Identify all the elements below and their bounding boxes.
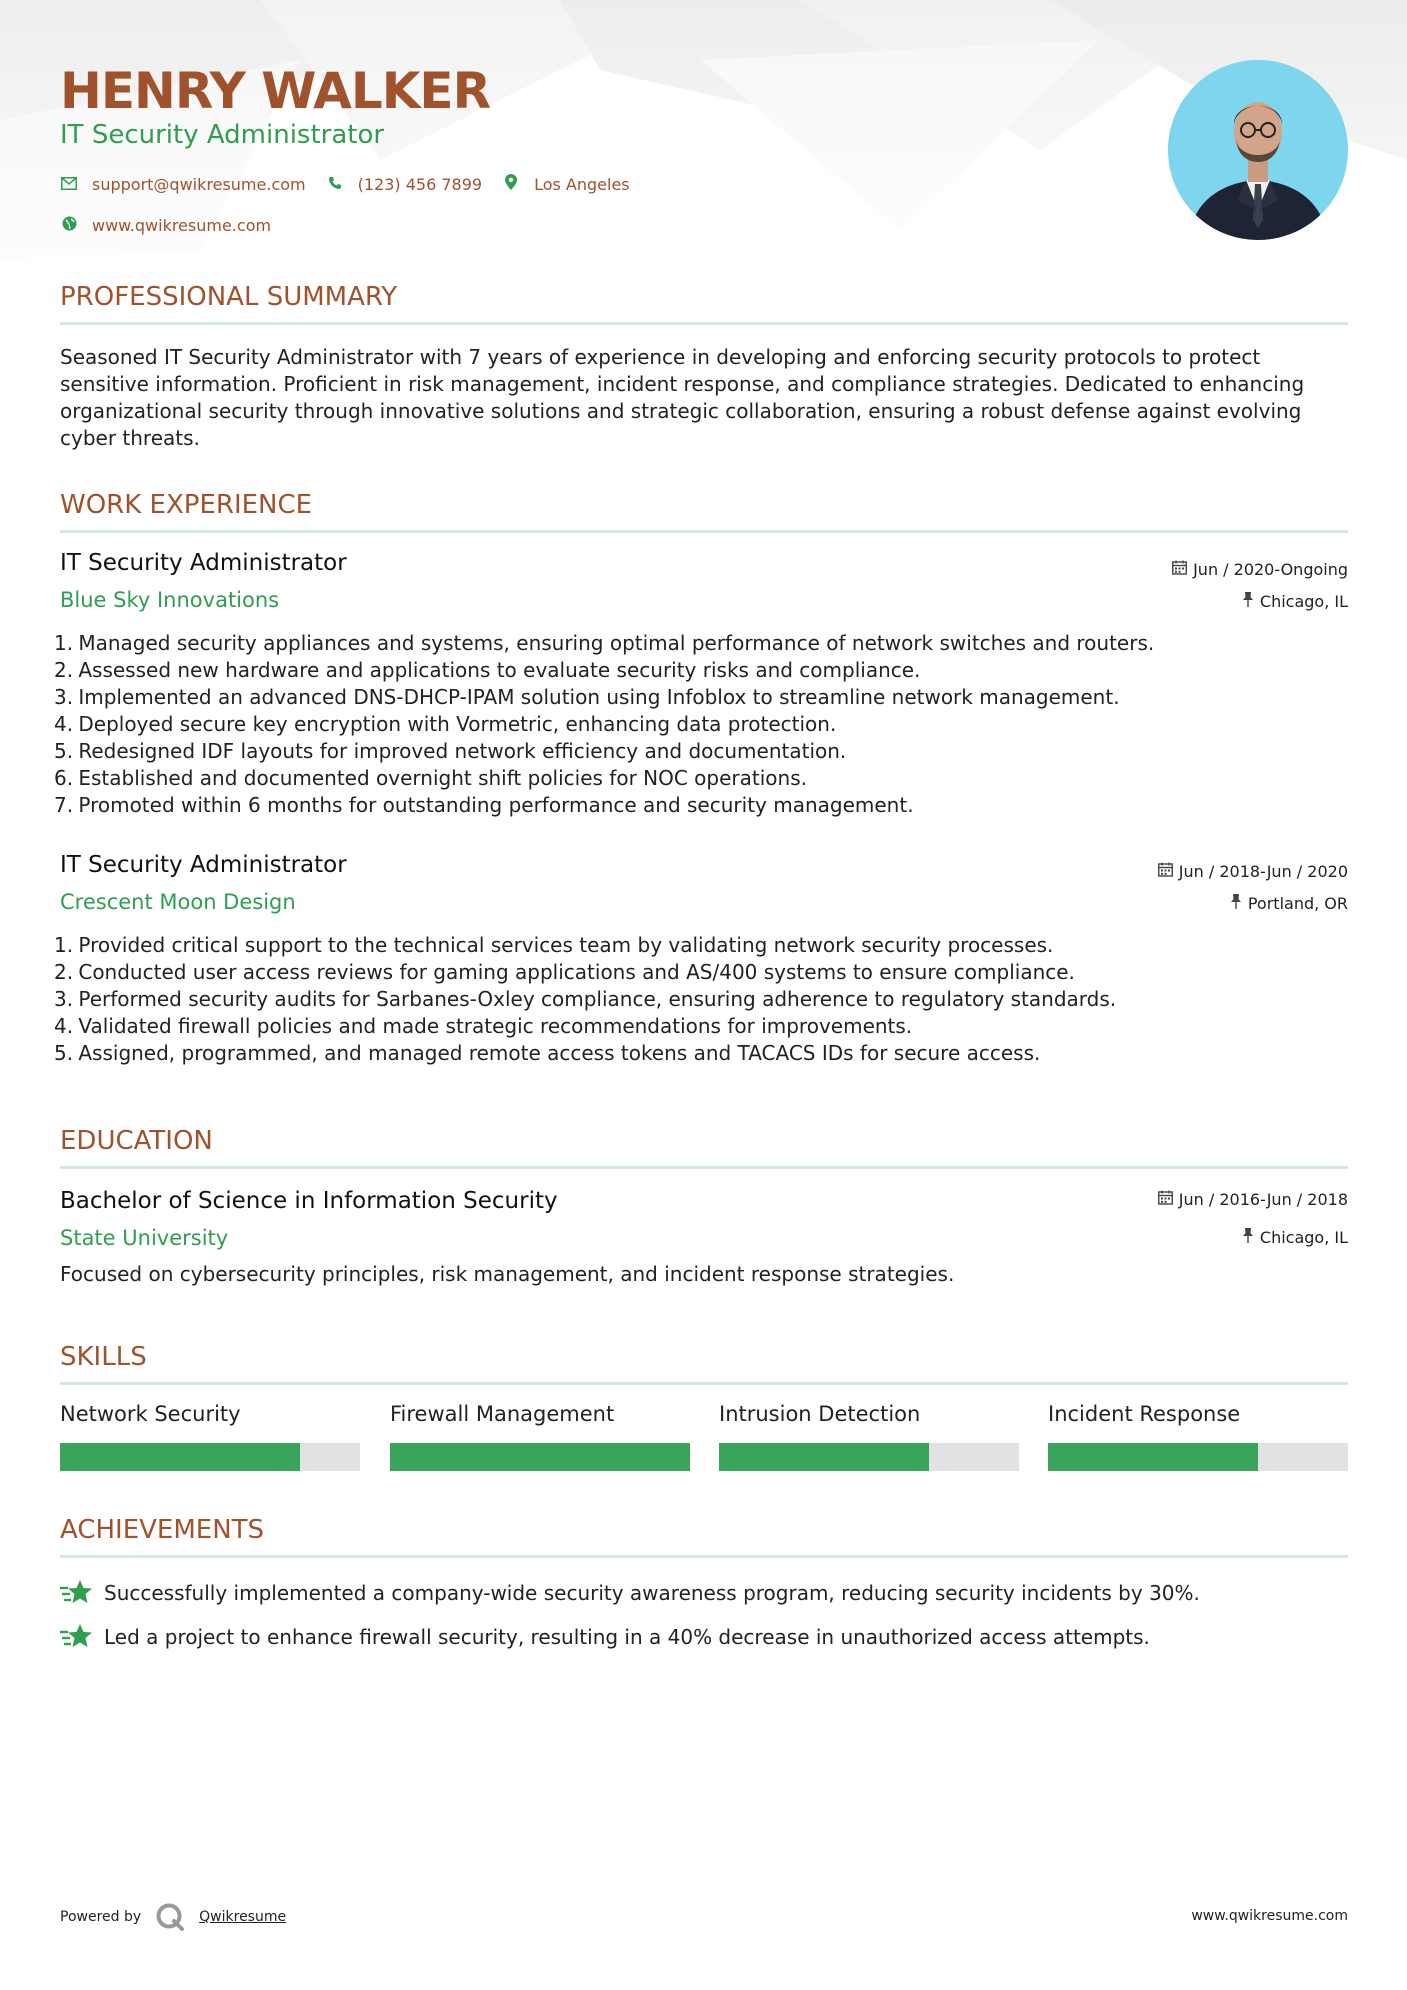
map-pin-icon bbox=[502, 174, 520, 194]
job-title: IT Security Administrator bbox=[60, 852, 347, 878]
job-dates bbox=[1172, 560, 1348, 579]
calendar-icon bbox=[1158, 1190, 1173, 1209]
calendar-icon bbox=[1158, 862, 1173, 881]
degree-title: Bachelor of Science in Information Security bbox=[60, 1188, 558, 1214]
achievement-text: Successfully implemented a company-wide security awareness program, reducing security incidents by 30%. bbox=[104, 1581, 1200, 1605]
website-link[interactable]: www.qwikresume.com bbox=[92, 216, 272, 235]
achievement-item bbox=[60, 1578, 1200, 1608]
job-title: IT Security Administrator bbox=[60, 550, 347, 576]
achievement-item bbox=[60, 1622, 1150, 1652]
skill-bar-track bbox=[390, 1443, 690, 1471]
job-location bbox=[1242, 592, 1348, 611]
school-name: State University bbox=[60, 1226, 229, 1250]
experience-heading: WORK EXPERIENCE bbox=[60, 490, 313, 520]
email-link[interactable]: support@qwikresume.com bbox=[92, 174, 306, 194]
qwikresume-brand-link[interactable]: Qwikresume bbox=[199, 1909, 287, 1925]
skills-heading: SKILLS bbox=[60, 1342, 147, 1372]
pushpin-icon bbox=[1242, 592, 1254, 611]
skill-bar-track bbox=[60, 1443, 360, 1471]
education-dates-text: Jun / 2016-Jun / 2018 bbox=[1178, 1190, 1348, 1209]
profile-photo bbox=[1168, 60, 1348, 240]
achievements-divider bbox=[60, 1555, 1348, 1558]
list-item: 4. Validated firewall policies and made strategic recommendations for improvements. bbox=[54, 1014, 913, 1038]
skill-item bbox=[719, 1402, 1019, 1426]
star-icon bbox=[60, 1578, 94, 1608]
skill-label: Incident Response bbox=[1048, 1402, 1241, 1426]
education-dates bbox=[1158, 1190, 1348, 1209]
skill-bar-fill bbox=[60, 1443, 300, 1471]
powered-by-text: Powered by bbox=[60, 1909, 142, 1925]
skill-item bbox=[390, 1402, 690, 1426]
list-item: 6. Established and documented overnight shift policies for NOC operations. bbox=[54, 766, 807, 790]
summary-heading: PROFESSIONAL SUMMARY bbox=[60, 282, 398, 312]
list-item: 3. Performed security audits for Sarbanes-Oxley compliance, ensuring adherence to regulatory standards. bbox=[54, 987, 1117, 1011]
contact-row-primary bbox=[60, 174, 650, 194]
skills-divider bbox=[60, 1382, 1348, 1385]
job-location-text: Chicago, IL bbox=[1259, 592, 1348, 611]
education-heading: EDUCATION bbox=[60, 1126, 213, 1156]
job-location bbox=[1230, 894, 1348, 913]
summary-divider bbox=[60, 322, 1348, 325]
skill-item bbox=[1048, 1402, 1348, 1426]
skill-bar-fill bbox=[1048, 1443, 1258, 1471]
job-location-text: Portland, OR bbox=[1247, 894, 1348, 913]
education-location-text: Chicago, IL bbox=[1259, 1228, 1348, 1247]
summary-text: Seasoned IT Security Administrator with 7 years of experience in developing and enforcing security protocols to protect sensitive information. Proficient in risk management, incident response, and compliance strategies. Dedicated to enhancing organizational security through innovative solutions and strategic collaboration, ensuring a robust defense against evolving cyber threats. bbox=[60, 345, 1305, 450]
list-item: 3. Implemented an advanced DNS-DHCP-IPAM solution using Infoblox to streamline network management. bbox=[54, 685, 1120, 709]
contact-row-secondary bbox=[60, 216, 291, 235]
education-divider bbox=[60, 1166, 1348, 1169]
skill-bar-track bbox=[719, 1443, 1019, 1471]
star-icon bbox=[60, 1622, 94, 1652]
achievements-heading: ACHIEVEMENTS bbox=[60, 1515, 265, 1545]
qwikresume-logo-icon bbox=[155, 1902, 185, 1932]
list-item: 1. Managed security appliances and systems, ensuring optimal performance of network switches and routers. bbox=[54, 631, 1155, 655]
job-dates-text: Jun / 2018-Jun / 2020 bbox=[1178, 862, 1348, 881]
achievement-text: Led a project to enhance firewall security, resulting in a 40% decrease in unauthorized access attempts. bbox=[104, 1625, 1150, 1649]
candidate-name: HENRY WALKER bbox=[60, 62, 491, 120]
calendar-icon bbox=[1172, 560, 1187, 579]
footer-website-link[interactable]: www.qwikresume.com bbox=[1191, 1908, 1348, 1924]
list-item: 1. Provided critical support to the technical services team by validating network security processes. bbox=[54, 933, 1054, 957]
skill-label: Intrusion Detection bbox=[719, 1402, 921, 1426]
candidate-role: IT Security Administrator bbox=[60, 120, 385, 150]
skill-bar-fill bbox=[719, 1443, 929, 1471]
list-item: 4. Deployed secure key encryption with Vormetric, enhancing data protection. bbox=[54, 712, 837, 736]
list-item: 7. Promoted within 6 months for outstanding performance and security management. bbox=[54, 793, 914, 817]
skill-label: Firewall Management bbox=[390, 1402, 615, 1426]
skill-bar-fill bbox=[390, 1443, 690, 1471]
list-item: 2. Assessed new hardware and applications to evaluate security risks and compliance. bbox=[54, 658, 921, 682]
phone-number: (123) 456 7899 bbox=[357, 174, 483, 194]
education-location bbox=[1242, 1228, 1348, 1247]
envelope-icon bbox=[60, 175, 78, 194]
list-item: 5. Redesigned IDF layouts for improved network efficiency and documentation. bbox=[54, 739, 847, 763]
skill-label: Network Security bbox=[60, 1402, 241, 1426]
skill-bar-track bbox=[1048, 1443, 1348, 1471]
list-item: 2. Conducted user access reviews for gaming applications and AS/400 systems to ensure compliance. bbox=[54, 960, 1075, 984]
footer-powered-by bbox=[60, 1902, 286, 1932]
list-item: 5. Assigned, programmed, and managed remote access tokens and TACACS IDs for secure access. bbox=[54, 1041, 1041, 1065]
education-description: Focused on cybersecurity principles, risk management, and incident response strategies. bbox=[60, 1262, 955, 1286]
company-name: Crescent Moon Design bbox=[60, 890, 296, 914]
skill-item bbox=[60, 1402, 360, 1426]
company-name: Blue Sky Innovations bbox=[60, 588, 280, 612]
location-text: Los Angeles bbox=[534, 174, 630, 194]
job-bullets bbox=[54, 630, 1155, 819]
job-dates-text: Jun / 2020-Ongoing bbox=[1193, 560, 1348, 579]
experience-divider bbox=[60, 530, 1348, 533]
phone-icon bbox=[326, 175, 344, 194]
job-bullets bbox=[54, 932, 1117, 1067]
pushpin-icon bbox=[1230, 894, 1242, 913]
job-dates bbox=[1158, 862, 1348, 881]
pushpin-icon bbox=[1242, 1228, 1254, 1247]
globe-icon bbox=[60, 216, 78, 235]
